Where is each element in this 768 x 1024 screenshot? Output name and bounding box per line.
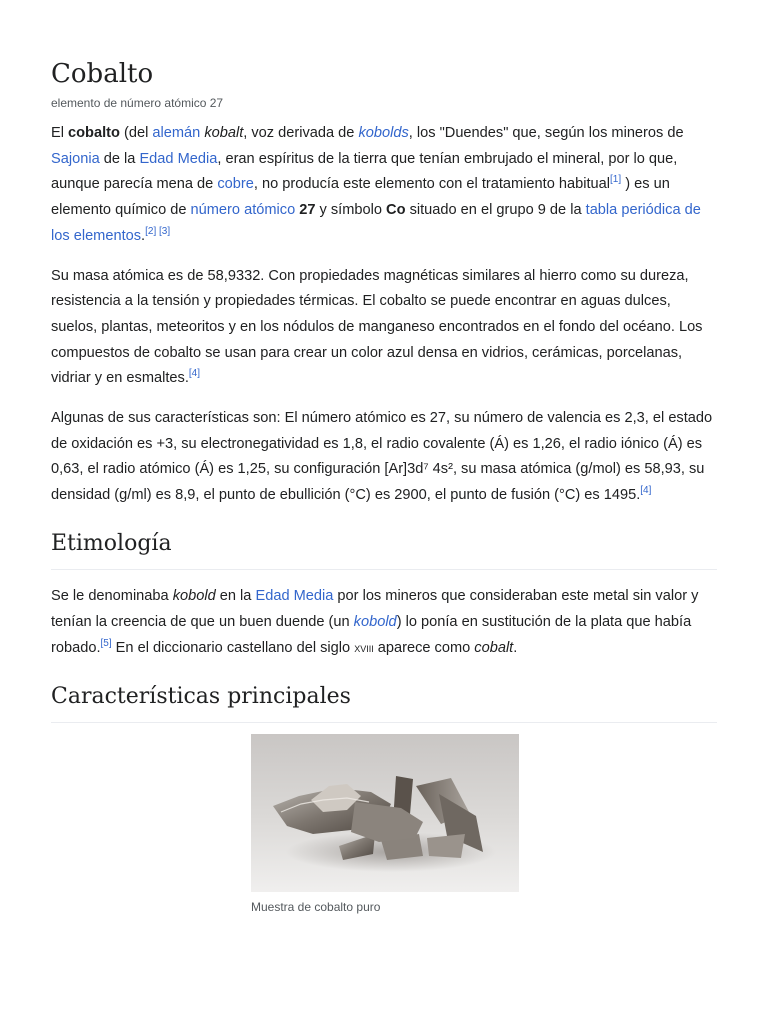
page-subtitle: elemento de número atómico 27 (51, 96, 224, 110)
italic-term: cobalt (474, 640, 514, 657)
century-numeral: xviii (354, 640, 374, 656)
text-run: ) lo ponía en sustitución de la plata que había robado. (51, 613, 692, 657)
text-run: El (51, 125, 69, 141)
link-text: kobold (353, 613, 397, 630)
cobalt-sample-photo[interactable] (251, 734, 519, 892)
paragraph-characteristics (51, 406, 717, 509)
text-run: y símbolo (315, 202, 387, 219)
reference-4[interactable]: [4] (640, 485, 652, 497)
link-text: kobolds (358, 125, 409, 141)
section-heading-caracteristicas: Características principales (51, 682, 717, 723)
figure-caption: Muestra de cobalto puro (251, 899, 381, 914)
text-run: , voz derivada de (243, 125, 359, 141)
link-tabla-periodica[interactable]: tabla periódica de los elementos (51, 202, 701, 244)
text-run: ) es un elemento químico de (51, 176, 670, 219)
reference-5[interactable]: [5] (100, 638, 112, 650)
bold-term: Co (386, 202, 406, 219)
bold-term: 27 (299, 202, 316, 219)
text-run: En el diccionario castellano del siglo (111, 640, 355, 657)
link-sajonia[interactable]: Sajonia (51, 150, 100, 167)
italic-term: kobold (172, 587, 216, 604)
link-aleman[interactable]: alemán (152, 125, 201, 141)
reference-2[interactable]: [2] (145, 225, 157, 237)
text-run: Algunas de sus características son: El número atómico es 27, su número de valencia es 2,3, el estado de oxidación es +3, su electronegatividad es 1,8, el radio covalente (Á) es 1,26, el radio iónico (Á) es 0,63, el radio atómico (Á) es 1,25, su configuración [Ar]3d⁷ 4s², su masa atómica (g/mol) es 58,93, su densidad (g/ml) es 8,9, el punto de ebullición (°C) es 2900, el punto de fusión (°C) es 1495. (51, 410, 713, 504)
text-run: por los mineros que consideraban este metal sin valor y tenían la creencia de que un buen duende (un (51, 587, 699, 630)
page-title: Cobalto (51, 59, 154, 89)
figure-cobalt-sample (251, 734, 519, 915)
section-heading-etimologia: Etimología (51, 529, 717, 570)
paragraph-etimologia (51, 584, 717, 662)
text-run: , los "Duendes" que, según los mineros de (408, 125, 684, 141)
reference-1[interactable]: [1] (610, 174, 622, 186)
link-numero-atomico[interactable]: número atómico (190, 202, 296, 219)
reference-4[interactable]: [4] (188, 368, 201, 380)
text-run: de la (99, 150, 140, 167)
text-run: Su masa atómica es de 58,9332. Con propiedades magnéticas similares al hierro como su dureza, resistencia a la tensión y propiedades térmicas. El cobalto se puede encontrar en aguas dulces, suelos, plantas, meteoritos y en los nódulos de manganeso encontrados en el fondo del océano. Los compuestos de cobalto se usan para crear un color azul densa en vidrios, cerámicas, porcelanas, vidriar y en esmaltes. (51, 267, 703, 387)
text-run: , eran espíritus de la tierra que tenían embrujado el mineral, por lo que, aunque parecía mena de (51, 150, 678, 193)
link-edad-media[interactable]: Edad Media (255, 587, 334, 604)
link-cobre[interactable]: cobre (217, 176, 254, 193)
link-kobolds[interactable] (358, 125, 408, 141)
text-run: en la (215, 587, 256, 604)
intro-paragraph (51, 121, 717, 250)
text-run: (del (119, 125, 153, 141)
text-run: , no producía este elemento con el tratamiento habitual (253, 176, 611, 193)
paragraph-mass (51, 264, 717, 393)
link-kobold[interactable] (354, 614, 397, 630)
text-run: . (141, 227, 146, 244)
text-run: . (513, 640, 518, 657)
text-run: Se le denominaba (51, 587, 173, 604)
bold-term: cobalto (68, 125, 120, 141)
text-run: aparece como (373, 640, 475, 657)
italic-term: kobalt (204, 125, 244, 141)
reference-3[interactable]: [3] (159, 225, 171, 237)
text-run: situado en el grupo 9 de la (405, 202, 586, 219)
link-edad-media[interactable]: Edad Media (139, 150, 218, 167)
